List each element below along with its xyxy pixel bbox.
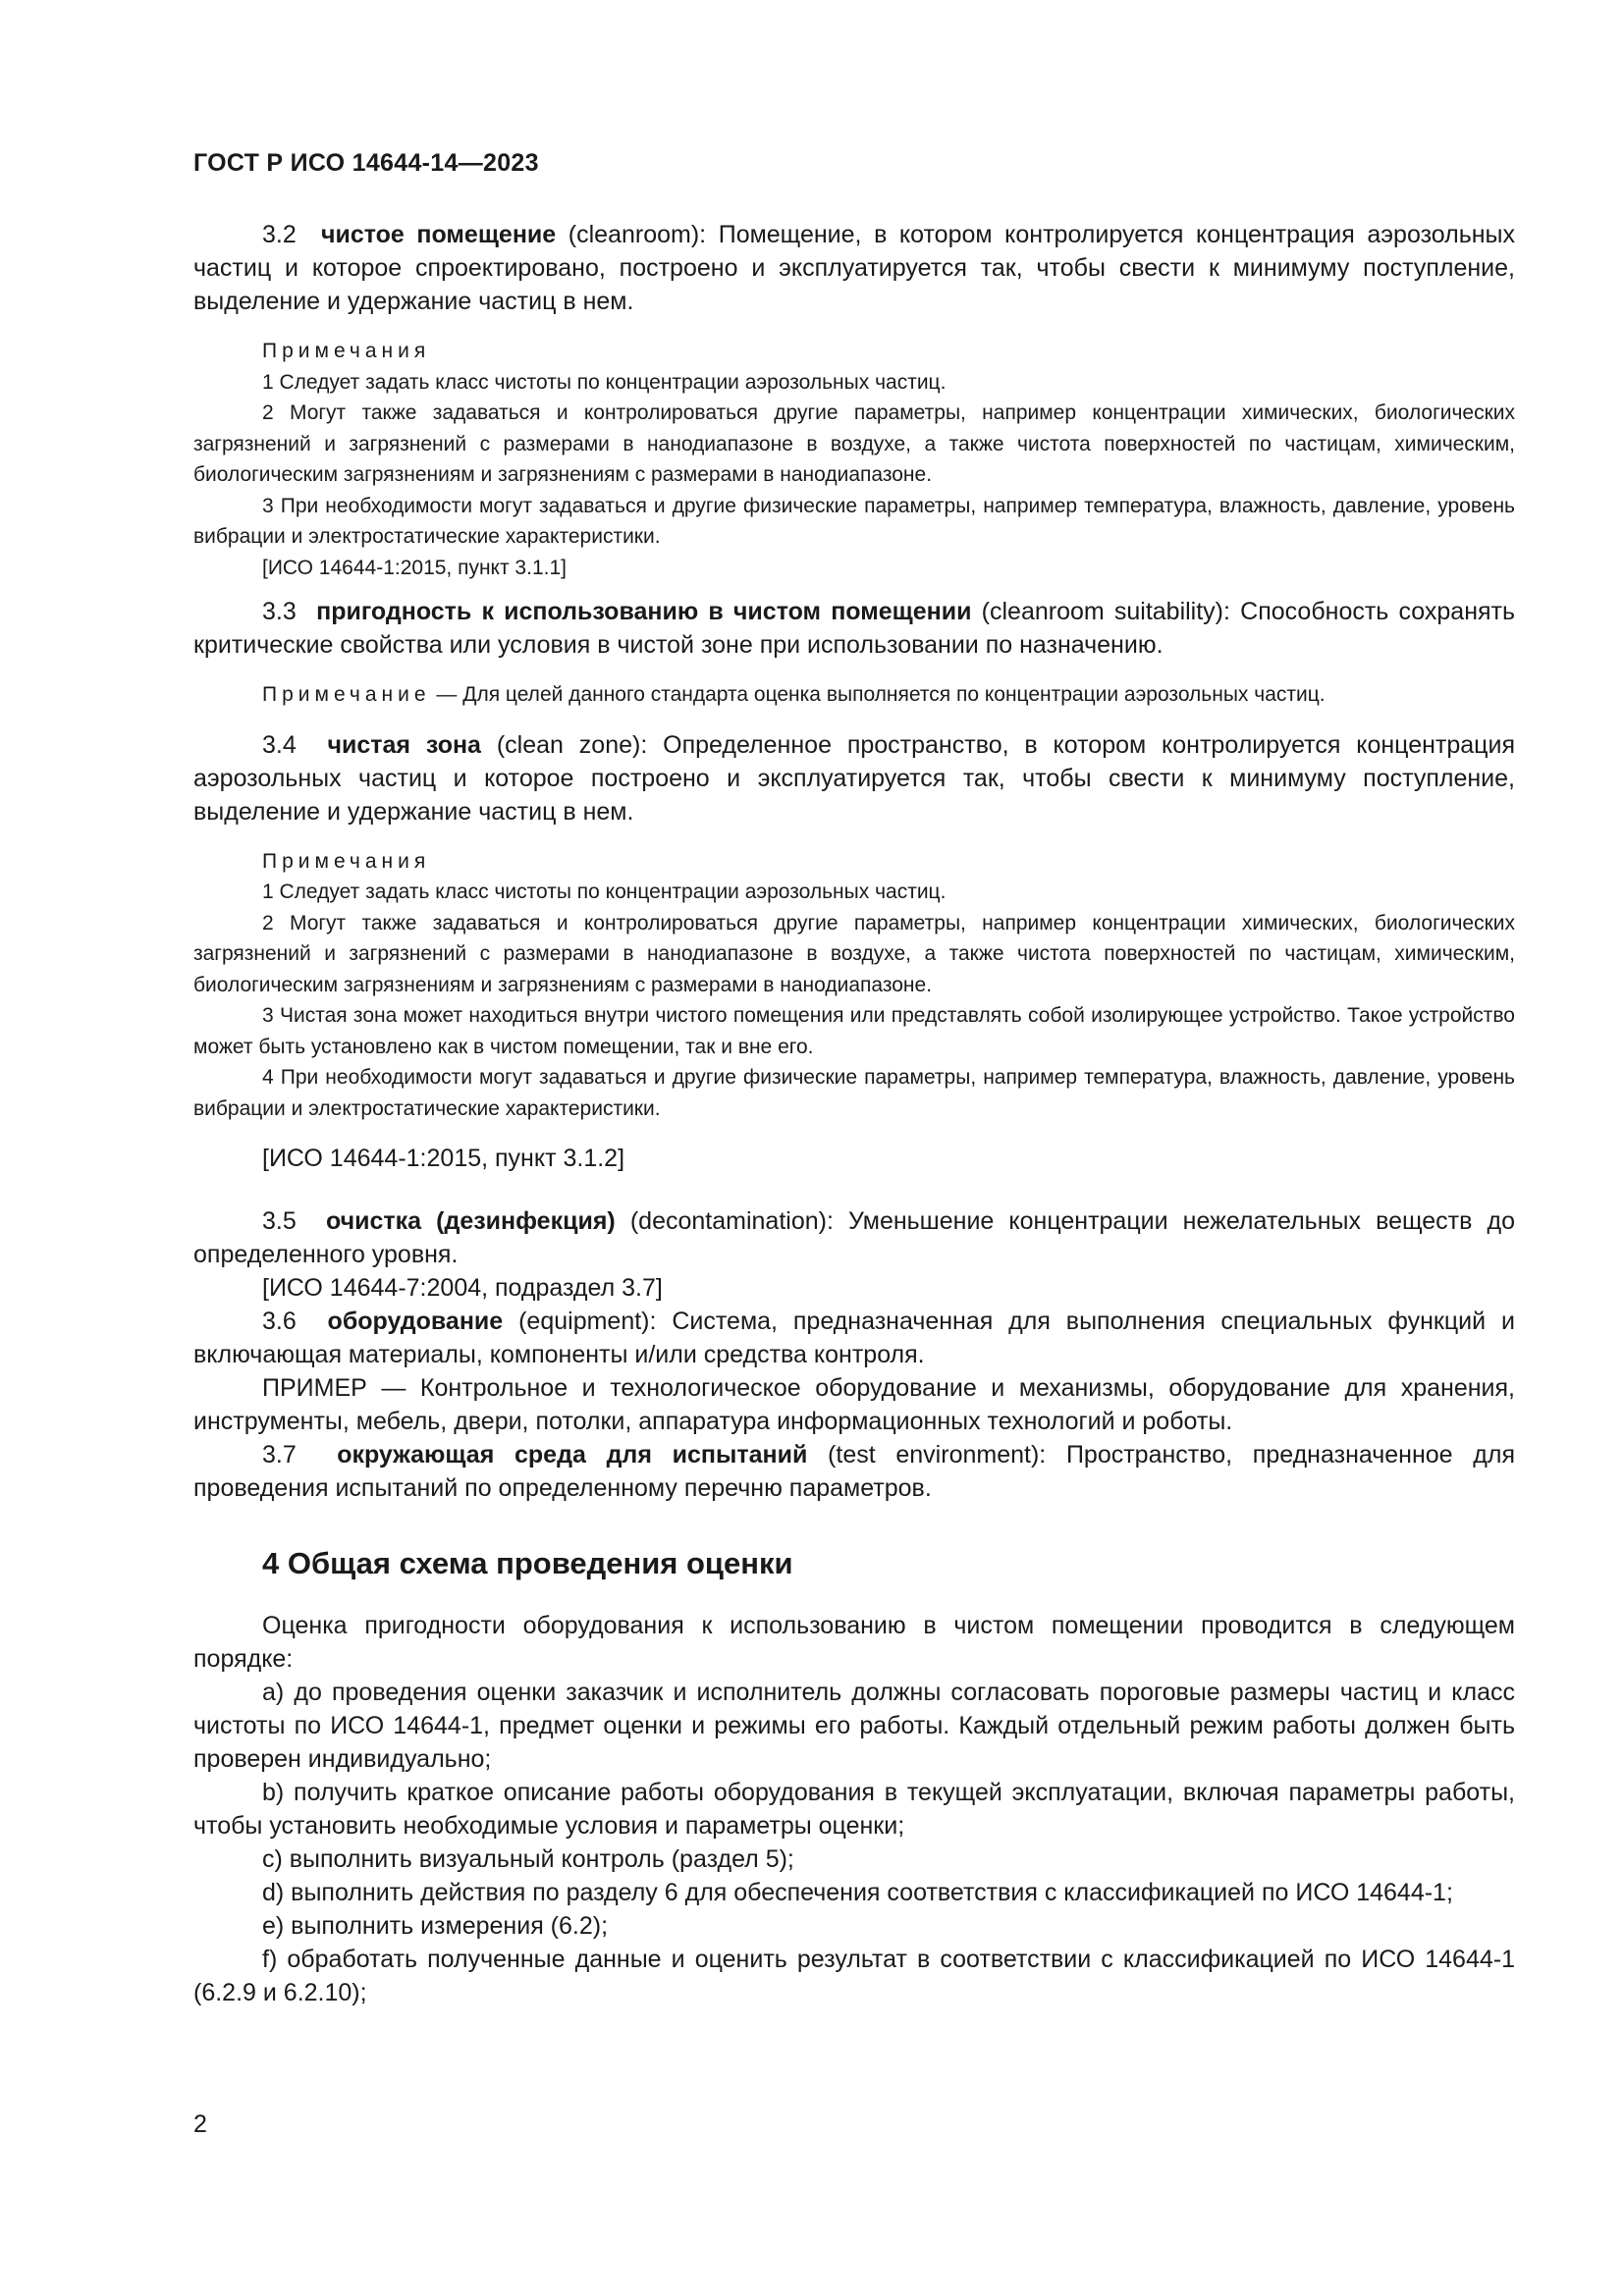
term-english: (test environment): [828,1441,1047,1468]
term: очистка (дезинфекция) [325,1207,616,1235]
definition-3-3 [193,595,1515,662]
document-header: ГОСТ Р ИСО 14644-14—2023 [193,149,539,177]
definition-text: Система, предназначенная для выполнения специальных функций и включающая материалы, компоненты и/или средства контроля. [193,1308,1515,1368]
definition-text: Помещение, в котором контролируется концентрация аэрозольных частиц и которое спроектировано, построено и эксплуатируется так, чтобы свести к минимуму поступление, выделение и удержание частиц в нем. [193,221,1515,315]
clause-number: 3.4 [262,730,297,759]
list-item: d) выполнить действия по разделу 6 для обеспечения соответствия с классификацией по ИСО 14644-1; [262,1879,1453,1906]
note-item: 3 Чистая зона может находиться внутри чистого помещения или представлять собой изолирующее устройство. Такое устройство может быть установлено как в чистом помещении, так и вне его. [193,1004,1515,1058]
source-reference: [ИСО 14644-1:2015, пункт 3.1.2] [262,1145,625,1172]
note-item: 2 Могут также задаваться и контролироваться другие параметры, например концентрации химических, биологических загрязнений и загрязнений с размерами в нанодиапазоне в воздухе, а также чистота поверхностей по частицам, химическим, биологическим загрязнениям и загрязнениям с размерами в нанодиапазоне. [193,911,1515,996]
list-item: e) выполнить измерения (6.2); [262,1912,609,1940]
clause-number: 3.7 [262,1441,297,1468]
definition-3-6 [193,1305,1515,1371]
clause-number: 3.2 [262,221,297,248]
page-number: 2 [193,2110,207,2138]
notes-title: Примечания [262,849,431,873]
term: чистая зона [327,730,481,759]
clause-number: 3.6 [262,1308,297,1335]
definition-3-4 [193,728,1515,828]
definition-text: Способность сохранять критические свойства или условия в чистой зоне при использовании по назначению. [193,598,1516,659]
page-content [193,218,1515,2009]
definition-text: Пространство, предназначенное для проведения испытаний по определенному перечню параметров. [193,1441,1516,1502]
notes-title: Примечания [262,340,431,362]
term: окружающая среда для испытаний [337,1441,808,1468]
term-english: (cleanroom): [568,221,707,248]
note-item: 1 Следует задать класс чистоты по концентрации аэрозольных частиц. [262,881,947,903]
term-english: (cleanroom suitability): [981,598,1230,625]
definition-3-7 [193,1438,1515,1505]
term-english: (clean zone): [496,730,648,759]
list-item: a) до проведения оценки заказчик и исполнитель должны согласовать пороговые размеры частиц и класс чистоты по ИСО 14644-1, предмет оценки и режимы его работы. Каждый отдельный режим работы должен быть проверен индивидуально; [193,1679,1515,1773]
term: чистое помещение [320,221,557,248]
term-english: (decontamination): [629,1207,834,1235]
definition-text: Определенное пространство, в котором контролируется концентрация аэрозольных частиц и которое построено и эксплуатируется так, чтобы свести к минимуму поступление, выделение и удержание частиц в нем. [193,730,1515,826]
term: пригодность к использованию в чистом помещении [316,598,972,625]
note-label: Примечание [262,683,431,706]
source-reference: [ИСО 14644-1:2015, пункт 3.1.1] [262,556,567,579]
list-item: f) обработать полученные данные и оценить результат в соответствии с классификацией по ИСО 14644-1 (6.2.9 и 6.2.10); [193,1946,1515,2006]
definition-text: Уменьшение концентрации нежелательных веществ до определенного уровня. [193,1207,1515,1268]
list-item: b) получить краткое описание работы оборудования в текущей эксплуатации, включая параметры работы, чтобы установить необходимые условия и параметры оценки; [193,1779,1515,1840]
note-text: — Для целей данного стандарта оценка выполняется по концентрации аэрозольных частиц. [430,683,1326,706]
clause-number: 3.5 [262,1207,297,1235]
section-heading: 4 Общая схема проведения оценки [262,1546,793,1580]
term-english: (equipment): [518,1308,657,1335]
clause-number: 3.3 [262,598,297,625]
section-intro: Оценка пригодности оборудования к использованию в чистом помещении проводится в следующем порядке: [193,1612,1515,1673]
source-reference: [ИСО 14644-7:2004, подраздел 3.7] [262,1274,663,1302]
note-single [193,679,1515,711]
definition-3-5 [193,1204,1515,1271]
note-item: 1 Следует задать класс чистоты по концентрации аэрозольных частиц. [262,370,947,394]
example-text: ПРИМЕР — Контрольное и технологическое оборудование и механизмы, оборудование для хранения, инструменты, мебель, двери, потолки, аппаратура информационных технологий и роботы. [193,1374,1515,1435]
term: оборудование [327,1308,504,1335]
definition-3-2 [193,218,1515,318]
list-item: c) выполнить визуальный контроль (раздел 5); [262,1845,794,1873]
note-item: 3 При необходимости могут задаваться и другие физические параметры, например температура, влажность, давление, уровень вибрации и электростатические характеристики. [193,494,1515,548]
note-item: 2 Могут также задаваться и контролироваться другие параметры, например концентрации химических, биологических загрязнений и загрязнений с размерами в нанодиапазоне в воздухе, а также чистота поверхностей по частицам, химическим, биологическим загрязнениям и загрязнениям с размерами в нанодиапазоне. [193,401,1515,486]
note-item: 4 При необходимости могут задаваться и другие физические параметры, например температура, влажность, давление, уровень вибрации и электростатические характеристики. [193,1066,1515,1120]
